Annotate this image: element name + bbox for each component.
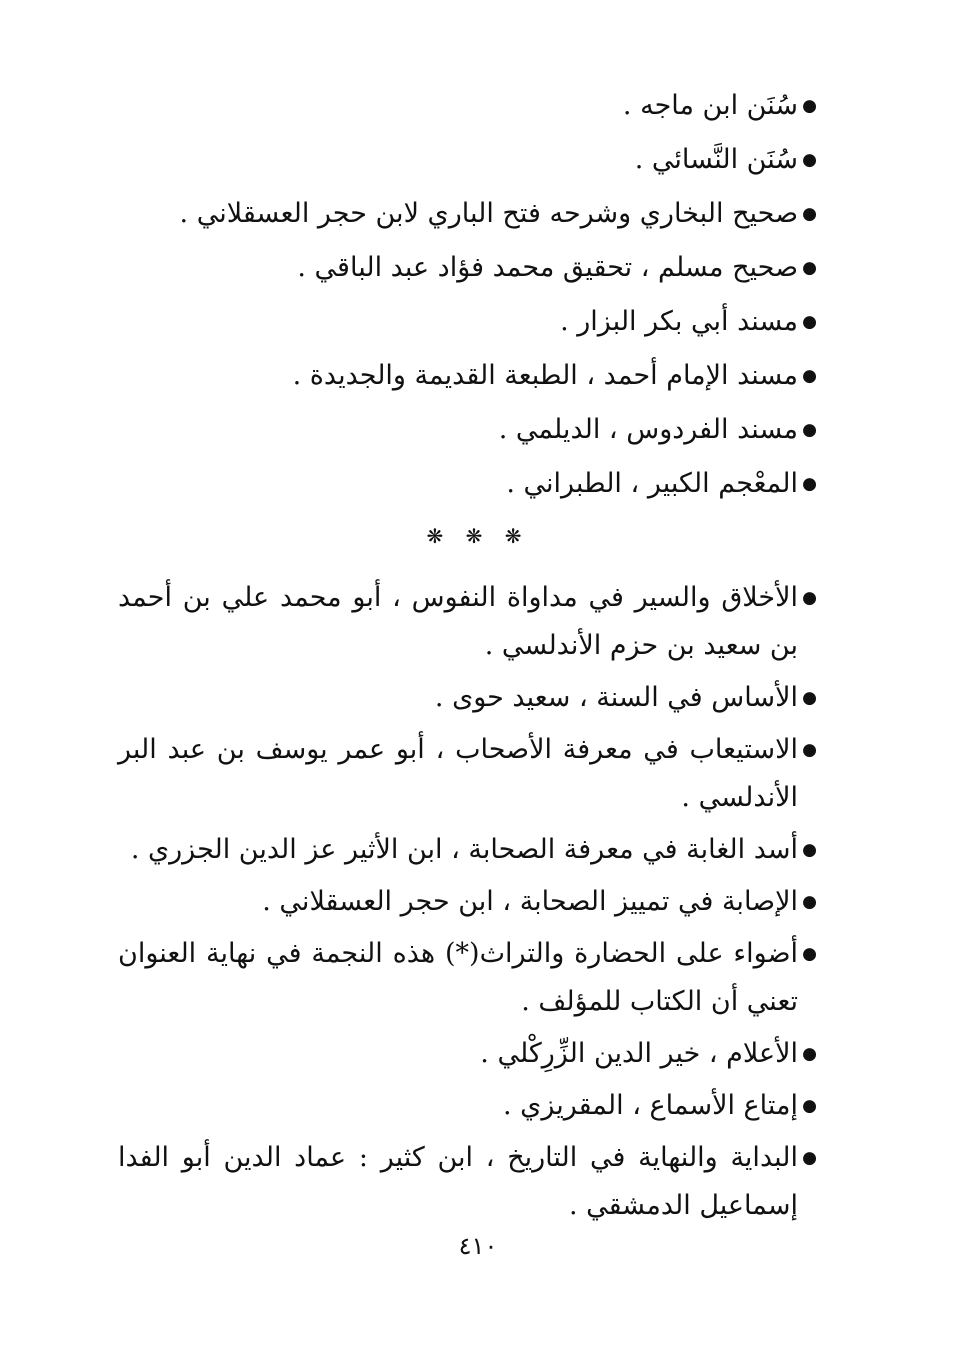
- list-item: ● مسند الإمام أحمد ، الطبعة القديمة والجديدة .: [0, 352, 956, 400]
- list-item: ● إمتاع الأسماع ، المقريزي .: [0, 1082, 956, 1130]
- list-item: ● أضواء على الحضارة والتراث(*) هذه النجمة في نهاية العنوان تعني أن الكتاب للمؤلف .: [0, 930, 956, 1026]
- list-item: ● مسند أبي بكر البزار .: [0, 298, 956, 346]
- section-separator: ❋ ❋ ❋: [426, 524, 530, 548]
- list-item: ● الأخلاق والسير في مداواة النفوس ، أبو محمد علي بن أحمد بن سعيد بن حزم الأندلسي .: [0, 574, 956, 670]
- list-item: ● أسد الغابة في معرفة الصحابة ، ابن الأثير عز الدين الجزري .: [0, 826, 956, 874]
- list-item: ● صحيح البخاري وشرحه فتح الباري لابن حجر العسقلاني .: [0, 190, 956, 238]
- list-item: ● المعْجم الكبير ، الطبراني .: [0, 460, 956, 508]
- bullet-icon: ●: [802, 688, 817, 708]
- bullet-icon: ●: [802, 1096, 817, 1116]
- list-item: ● مسند الفردوس ، الديلمي .: [0, 406, 956, 454]
- bullet-icon: ●: [802, 1148, 817, 1168]
- bullet-icon: ●: [802, 840, 817, 860]
- bullet-icon: ●: [802, 312, 817, 332]
- bullet-icon: ●: [802, 1044, 817, 1064]
- list-item: ● الإصابة في تمييز الصحابة ، ابن حجر العسقلاني .: [0, 878, 956, 926]
- list-item: ● الأساس في السنة ، سعيد حوى .: [0, 674, 956, 722]
- list-item: ● الاستيعاب في معرفة الأصحاب ، أبو عمر يوسف بن عبد البر الأندلسي .: [0, 726, 956, 822]
- list-item: ● صحيح مسلم ، تحقيق محمد فؤاد عبد الباقي .: [0, 244, 956, 292]
- page-number: ٤١٠: [458, 1232, 498, 1260]
- bullet-icon: ●: [802, 892, 817, 912]
- bullet-icon: ●: [802, 204, 817, 224]
- bullet-icon: ●: [802, 944, 817, 964]
- bullet-icon: ●: [802, 258, 817, 278]
- bullet-icon: ●: [802, 96, 817, 116]
- list-item: ● سُنَن ابن ماجه .: [0, 82, 956, 130]
- references-list-2: [0, 574, 956, 1234]
- bullet-icon: ●: [802, 740, 817, 760]
- list-item: ● الأعلام ، خير الدين الزِّرِكْلي .: [0, 1030, 956, 1078]
- bullet-icon: ●: [802, 150, 817, 170]
- bullet-icon: ●: [802, 366, 817, 386]
- bullet-icon: ●: [802, 420, 817, 440]
- bullet-icon: ●: [802, 474, 817, 494]
- bullet-icon: ●: [802, 588, 817, 608]
- references-list-1: [0, 82, 956, 514]
- list-item: ● سُنَن النَّسائي .: [0, 136, 956, 184]
- list-item: ● البداية والنهاية في التاريخ ، ابن كثير : عماد الدين أبو الفدا إسماعيل الدمشقي .: [0, 1134, 956, 1230]
